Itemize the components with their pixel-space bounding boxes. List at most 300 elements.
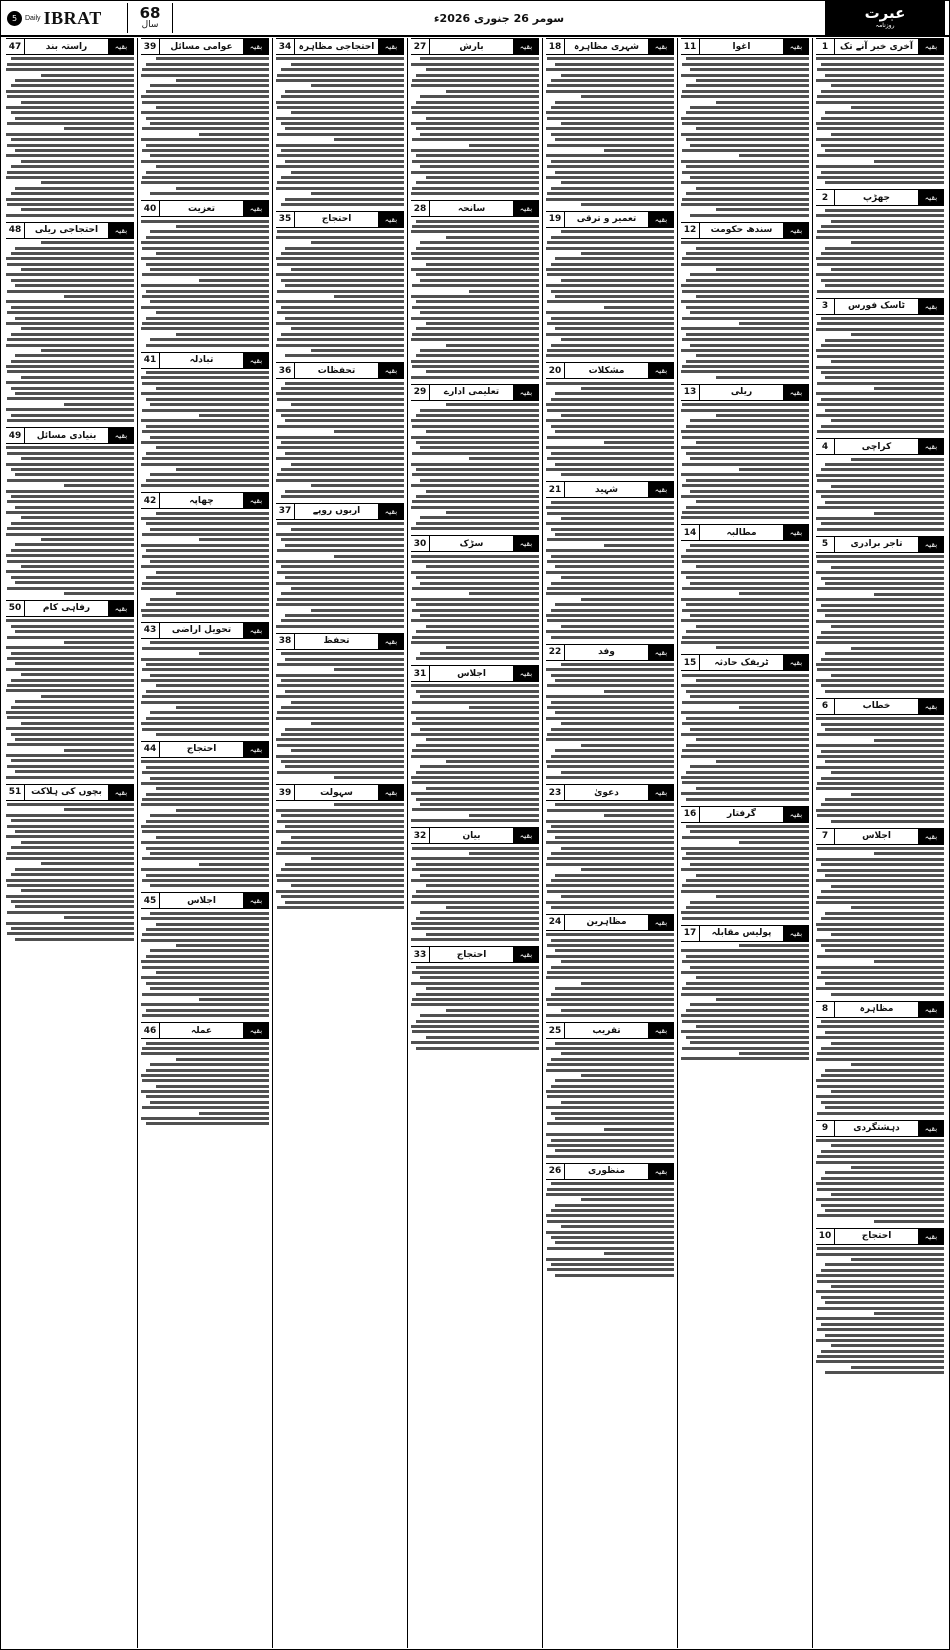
text-line [551,263,674,266]
story-headline: سندھ حکومت [710,225,773,236]
text-line [426,117,539,120]
continuation-ref: بقیہ [783,655,809,670]
text-line [411,84,539,87]
text-line [561,625,674,628]
text-line [21,516,134,519]
text-line [681,641,809,644]
text-line [426,933,539,936]
text-line [7,452,134,455]
text-line [146,522,269,525]
text-line [682,722,809,725]
story [411,827,539,941]
text-line [690,419,809,422]
text-line [281,895,404,898]
text-line [7,171,134,174]
text-line [821,90,944,93]
story-body [411,403,539,530]
story-body [546,1182,674,1277]
story-body [141,912,269,1017]
text-line [561,122,674,125]
text-line [561,847,674,850]
text-line [817,1280,944,1283]
text-line [276,755,404,758]
text-line [15,830,134,833]
text-line [682,836,809,839]
text-line [142,879,269,882]
story-number: 26 [546,1164,565,1179]
text-line [276,674,404,677]
continuation-ref: بقیہ [513,536,539,551]
text-line [690,695,809,698]
text-line [6,668,134,671]
text-line [555,63,674,66]
text-line [156,923,269,926]
continuation-ref: بقیہ [918,1002,944,1017]
text-line [199,652,269,655]
story-headline: احتجاجی مظاہرہ [298,41,375,52]
text-line [686,630,809,633]
text-line [581,598,674,601]
story [141,352,269,488]
story-body [816,1139,944,1223]
text-line [150,987,269,990]
text-line [686,252,809,255]
text-line [291,403,404,406]
text-line [821,1177,944,1180]
text-line [581,203,674,206]
story-body [546,1042,674,1158]
text-line [7,500,134,503]
text-line [411,360,539,363]
text-line [681,776,809,779]
text-line [156,1085,269,1088]
text-line [681,1014,809,1017]
text-line [6,776,134,779]
story-headline: مشکلات [588,365,625,376]
text-line [681,619,809,622]
text-line [581,1074,674,1077]
continuation-header [141,38,269,55]
text-line [682,90,809,93]
continuation-header [681,925,809,942]
text-line [420,765,539,768]
story [546,1022,674,1158]
text-line [426,176,539,179]
story [141,741,269,887]
text-line [821,495,944,498]
text-line [146,663,269,666]
text-line [311,241,404,244]
text-line [6,689,134,692]
text-line [420,409,539,412]
text-line [696,295,809,298]
text-line [686,690,809,693]
text-line [546,154,674,157]
text-line [831,1042,944,1045]
text-line [277,847,404,850]
text-line [285,317,404,320]
text-line [874,387,944,390]
text-line [21,208,134,211]
text-line [825,652,944,655]
text-line [141,917,269,920]
text-line [150,674,269,677]
text-line [821,522,944,525]
text-line [176,1058,269,1061]
text-line [6,570,134,573]
text-line [411,268,539,271]
text-line [831,1344,944,1347]
text-line [6,381,134,384]
text-line [7,338,134,341]
text-line [682,987,809,990]
text-line [682,636,809,639]
text-line [156,252,269,255]
text-line [681,911,809,914]
text-line [142,933,269,936]
story-number: 5 [816,537,835,552]
text-line [547,733,674,736]
text-line [281,760,404,763]
text-line [412,257,539,260]
text-line [546,311,674,314]
text-line [682,198,809,201]
text-line [11,706,134,709]
text-line [690,106,809,109]
text-line [15,738,134,741]
text-line [150,154,269,157]
text-line [681,755,809,758]
text-line [150,560,269,563]
text-line [546,1214,674,1217]
story-number: 41 [141,353,160,368]
text-line [874,160,944,163]
text-line [426,430,539,433]
text-line [555,987,674,990]
text-line [686,982,809,985]
text-line [825,690,944,693]
text-line [11,733,134,736]
text-line [581,95,674,98]
text-line [551,79,674,82]
text-line [141,1074,269,1077]
text-line [686,111,809,114]
text-line [551,993,674,996]
story-body [546,501,674,639]
continuation-header [546,38,674,55]
text-line [146,982,269,985]
text-line [546,1155,674,1158]
story-body [411,57,539,195]
story [816,536,944,693]
story [816,698,944,823]
text-line [831,993,944,996]
text-line [15,354,134,357]
text-line [64,749,134,752]
text-line [6,257,134,260]
text-line [825,1263,944,1266]
continuation-ref: بقیہ [513,385,539,400]
text-line [547,300,674,303]
continuation-header [816,698,944,715]
text-line [412,111,539,114]
text-line [581,744,674,747]
text-line [276,560,404,563]
text-line [825,982,944,985]
text-line [817,668,944,671]
text-line [546,1106,674,1109]
text-line [682,884,809,887]
story [276,633,404,779]
story-number: 16 [681,807,700,822]
text-line [411,338,539,341]
text-line [420,279,539,282]
text-line [156,106,269,109]
text-line [141,782,269,785]
text-line [682,1020,809,1023]
text-line [411,755,539,758]
text-line [146,425,269,428]
text-line [277,879,404,882]
text-line [6,300,134,303]
text-line [546,333,674,336]
text-line [141,803,269,806]
story-body [681,57,809,216]
text-line [686,744,809,747]
text-line [6,922,134,925]
text-line [291,749,404,752]
text-line [546,884,674,887]
text-line [546,630,674,633]
text-line [816,641,944,644]
text-line [11,165,134,168]
continuation-ref: بقیہ [513,201,539,216]
continuation-ref: بقیہ [783,807,809,822]
text-line [277,684,404,687]
text-line [690,830,809,833]
story-headline: مطالبہ [726,527,757,538]
story-headline: دعویٰ [594,787,619,798]
text-line [547,1268,674,1271]
text-line [15,938,134,941]
text-line [15,392,134,395]
story-number: 25 [546,1023,565,1038]
text-line [416,327,539,330]
story [816,828,944,996]
text-line [142,149,269,152]
text-line [555,101,674,104]
story-headline: دہشتگردی [853,1123,900,1134]
text-line [561,1009,674,1012]
continuation-ref: بقیہ [243,39,269,54]
text-line [547,457,674,460]
text-line [817,1355,944,1358]
text-line [420,479,539,482]
text-line [561,279,674,282]
story [681,806,809,920]
text-line [681,868,809,871]
text-line [416,690,539,693]
text-line [546,111,674,114]
text-line [15,581,134,584]
text-line [682,674,809,677]
text-line [141,484,269,487]
text-line [555,803,674,806]
text-line [277,598,404,601]
text-line [6,176,134,179]
text-line [412,500,539,503]
text-line [696,874,809,877]
text-line [6,727,134,730]
story [411,665,539,822]
story-headline: تاجر برادری [850,539,903,550]
text-line [696,1025,809,1028]
continuation-header [546,211,674,228]
text-line [547,1063,674,1066]
story [141,1022,269,1125]
text-line [146,717,269,720]
story [816,1001,944,1115]
text-line [416,468,539,471]
text-line [547,436,674,439]
continuation-ref: بقیہ [243,1023,269,1038]
text-line [686,603,809,606]
text-line [420,311,539,314]
text-line [426,490,539,493]
text-line [141,419,269,422]
text-line [546,955,674,958]
text-line [416,495,539,498]
continuation-header [6,427,134,444]
text-line [146,820,269,823]
text-line [682,609,809,612]
text-line [446,511,539,514]
text-line [696,187,809,190]
text-line [285,127,404,130]
text-line [821,944,944,947]
text-line [281,333,404,336]
text-line [281,706,404,709]
text-line [277,263,404,266]
story-body [816,57,944,184]
text-line [141,976,269,979]
text-line [15,149,134,152]
text-line [276,625,404,628]
text-line [696,625,809,628]
text-line [851,1366,944,1369]
text-line [816,787,944,790]
story-number: 39 [276,785,295,800]
text-line [825,339,944,342]
text-line [41,241,134,244]
text-line [547,273,674,276]
text-line [41,695,134,698]
text-line [547,809,674,812]
text-line [11,252,134,255]
text-line [176,706,269,709]
text-line [281,122,404,125]
story-body [681,825,809,920]
text-line [821,371,944,374]
text-line [690,214,809,217]
text-line [555,430,674,433]
text-line [551,825,674,828]
story-body [141,220,269,347]
text-line [851,333,944,336]
text-line [561,74,674,77]
text-line [825,501,944,504]
text-line [686,771,809,774]
text-line [285,160,404,163]
text-line [821,684,944,687]
story-number: 44 [141,742,160,757]
text-line [551,1236,674,1239]
text-line [816,858,944,861]
text-line [146,1095,269,1098]
text-line [411,555,539,558]
text-line [690,614,809,617]
text-line [7,657,134,660]
text-line [199,1112,269,1115]
text-line [561,1052,674,1055]
text-line [546,1133,674,1136]
text-line [277,154,404,157]
text-line [817,479,944,482]
text-line [816,1161,944,1164]
story-number: 50 [6,601,25,616]
text-line [64,127,134,130]
text-line [150,884,269,887]
text-line [816,1253,944,1256]
text-line [555,1079,674,1082]
text-line [420,652,539,655]
text-line [156,787,269,790]
text-line [821,777,944,780]
text-line [150,814,269,817]
text-line [825,912,944,915]
text-line [412,781,539,784]
story-number: 20 [546,363,565,378]
continuation-header [141,352,269,369]
continuation-ref: بقیہ [513,666,539,681]
text-line [285,247,404,250]
text-line [816,474,944,477]
text-line [426,1036,539,1039]
text-line [551,452,674,455]
text-line [547,1095,674,1098]
text-line [281,149,404,152]
text-line [150,338,269,341]
text-line [141,939,269,942]
text-line [681,598,809,601]
story [276,784,404,909]
text-line [681,949,809,952]
text-line [64,403,134,406]
story-headline: سہولت [320,787,353,798]
text-line [11,900,134,903]
story-headline: اربوں روپے [312,506,361,517]
continuation-header [681,222,809,239]
text-line [146,955,269,958]
text-line [276,409,404,412]
story-number: 51 [6,785,25,800]
text-line [416,354,539,357]
text-line [821,117,944,120]
text-line [696,787,809,790]
text-line [546,1231,674,1234]
text-line [555,565,674,568]
text-line [416,717,539,720]
